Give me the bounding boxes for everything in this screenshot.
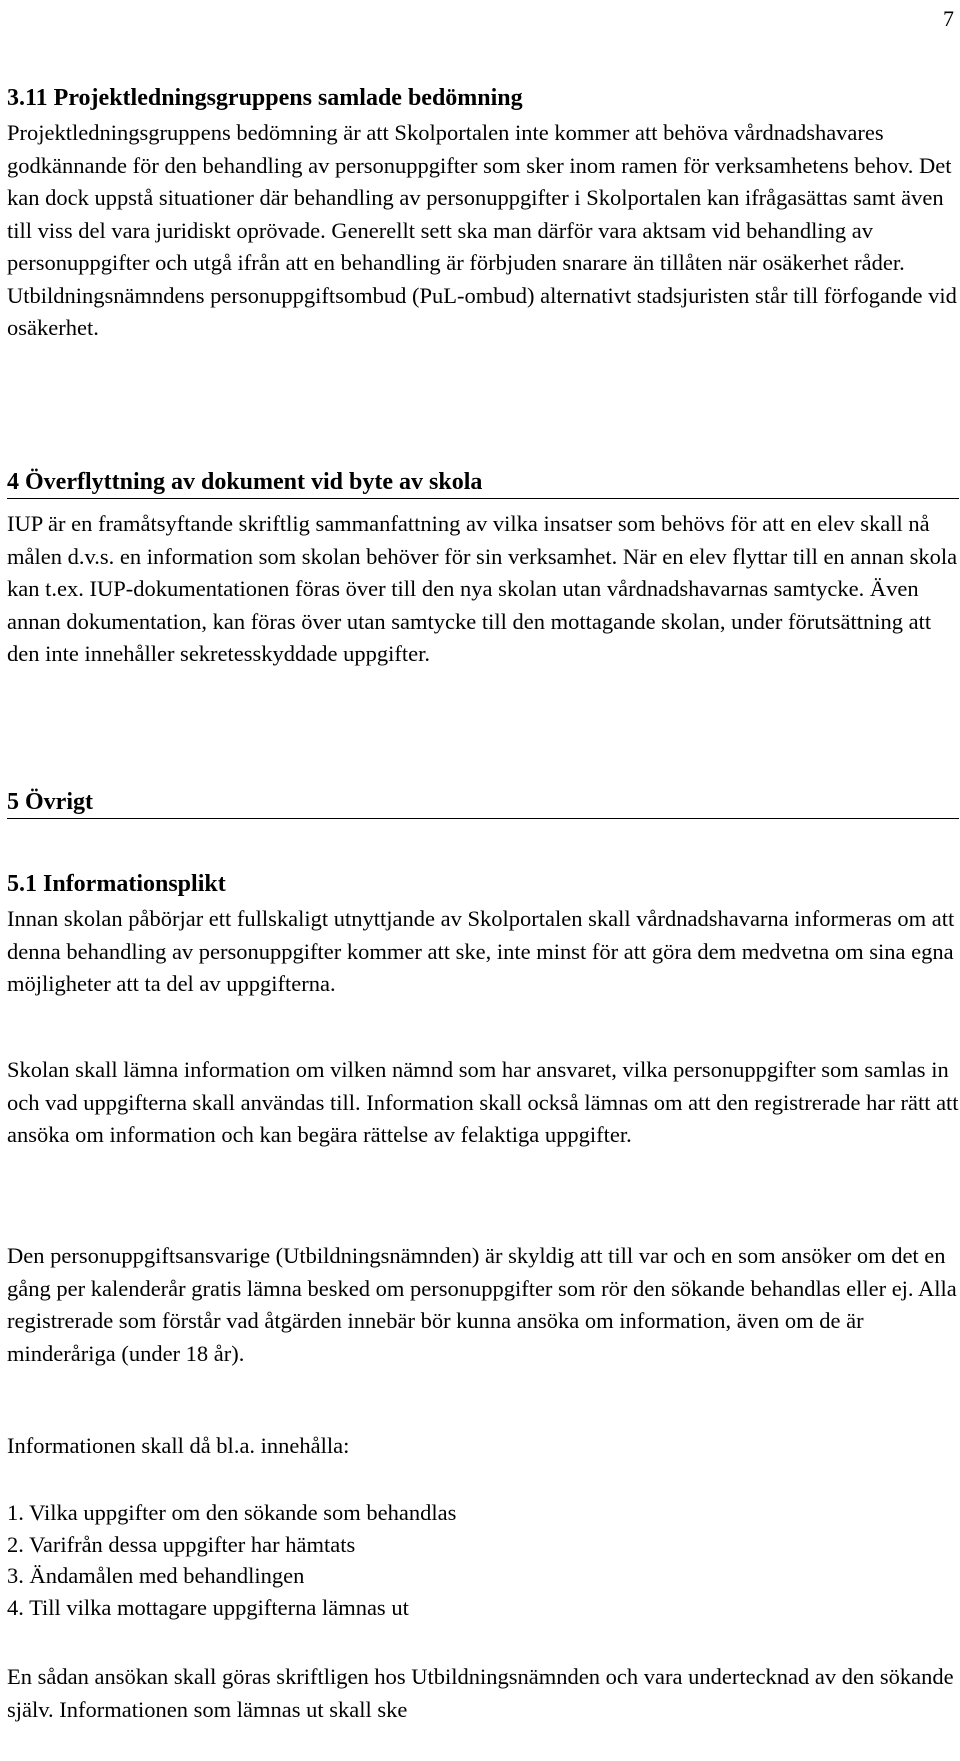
section-heading-5-1: 5.1 Informationsplikt: [7, 871, 226, 897]
list-item: 3. Ändamålen med behandlingen: [7, 1563, 305, 1588]
paragraph-ansokan: En sådan ansökan skall göras skriftligen hos Utbildningsnämnden och vara undertecknad av den sökande själv. Informationen som lämnas ut skall ske: [7, 1664, 954, 1722]
paragraph-iup: IUP är en framåtsyftande skriftlig sammanfattning av vilka insatser som behövs för att en elev skall nå målen d.v.s. en information som skolan behöver för sin verksamhet. När en elev flyttar till en annan skola kan t.ex. IUP-dokumentationen föras över till den nya skolan utan vårdnadshavarnas samtycke. Även annan dokumentation, kan föras över utan samtycke till den mottagande skolan, under förutsättning att den inte innehåller sekretesskyddade uppgifter.: [7, 511, 958, 666]
list-item: 2. Varifrån dessa uppgifter har hämtats: [7, 1531, 356, 1557]
page-number: 7: [943, 6, 954, 31]
section-heading-3-11: 3.11 Projektledningsgruppens samlade bedömning: [7, 85, 523, 111]
section-heading-5: 5 Övrigt: [7, 786, 959, 819]
section-heading-4: 4 Överflyttning av dokument vid byte av skola: [7, 466, 959, 499]
list-item: 1. Vilka uppgifter om den sökande som behandlas: [7, 1500, 457, 1525]
paragraph-personuppgiftsansvarige: Den personuppgiftsansvarige (Utbildningsnämnden) är skyldig att till var och en som ansöker om det en gång per kalenderår gratis lämna besked om personuppgifter som rör den sökande behandlas eller ej. Alla registrerade som förstår vad åtgärden innebär bör kunna ansöka om information, även om de är minderåriga (under 18 år).: [7, 1243, 957, 1366]
information-list: [7, 1497, 959, 1623]
paragraph-projektledning: Projektledningsgruppens bedömning är att Skolportalen inte kommer att behöva vårdnadshavares godkännande för den behandling av personuppgifter som sker inom ramen för verksamhetens behov. Det kan dock uppstå situationer där behandling av personuppgifter i Skolportalen kan ifrågasättas samt även till viss del vara juridiskt oprövade. Generellt sett ska man därför vara aktsam vid behandling av personuppgifter och utgå ifrån att en behandling är förbjuden snarare än tillåten när osäkerhet råder. Utbildningsnämndens personuppgiftsombud (PuL-ombud) alternativt stadsjuristen står till förfogande vid osäkerhet.: [7, 120, 957, 340]
paragraph-skolan-skall: Skolan skall lämna information om vilken nämnd som har ansvaret, vilka personuppgifter som samlas in och vad uppgifterna skall användas till. Information skall också lämnas om att den registrerade har rätt att ansöka om information och kan begära rättelse av felaktiga uppgifter.: [7, 1057, 959, 1147]
paragraph-informationen-skall: Informationen skall då bl.a. innehålla:: [7, 1433, 350, 1458]
list-item: 4. Till vilka mottagare uppgifterna lämnas ut: [7, 1594, 409, 1620]
paragraph-innan-skolan: Innan skolan påbörjar ett fullskaligt utnyttjande av Skolportalen skall vårdnadshavarna informeras om att denna behandling av personuppgifter kommer att ske, inte minst för att göra dem medvetna om sina egna möjligheter att ta del av uppgifterna.: [7, 906, 955, 996]
